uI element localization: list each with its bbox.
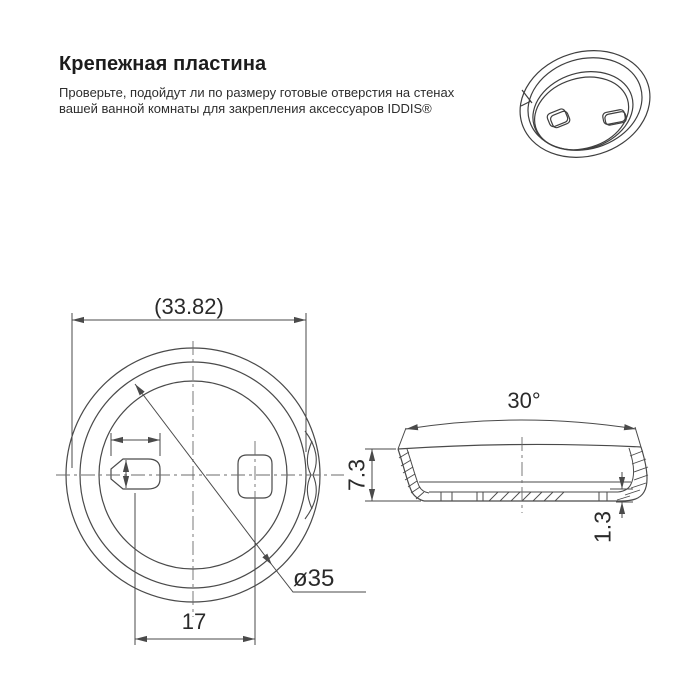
- dim-thickness-label: 1.3: [589, 511, 616, 543]
- dim-diameter-label: ø35: [293, 565, 335, 592]
- dim-hole-spacing-label: 17: [181, 609, 207, 634]
- section-right-wall-outer: [621, 447, 647, 501]
- plate-3d-icon: [507, 35, 664, 173]
- dim-overall-width-label: (33.82): [154, 294, 224, 319]
- dim-diameter-lines: [135, 384, 366, 592]
- dim-slot-width-lines: [111, 433, 160, 456]
- dim-angle-label: 30°: [507, 388, 541, 413]
- front-view: [56, 313, 366, 645]
- side-section-view: [365, 420, 648, 518]
- section-left-wall-outer: [398, 449, 424, 501]
- floor-hatch: [489, 492, 564, 501]
- left-mounting-slot: [111, 459, 160, 489]
- dim-overall-width-lines: [72, 313, 306, 468]
- section-left-wall-inner: [407, 449, 429, 493]
- page-title: Крепежная пластина: [59, 53, 267, 75]
- section-right-wall-inner: [618, 448, 634, 492]
- floor-ribs: [441, 492, 607, 501]
- plate-3d-slots: [546, 108, 627, 129]
- dim-height-label: 7.3: [343, 459, 370, 491]
- page-subtitle: Проверьте, подойдут ли по размеру готовые отверстия на стенах вашей ванной комнаты для закрепления аксессуаров IDDIS®: [59, 85, 455, 116]
- section-top-edge: [398, 444, 641, 449]
